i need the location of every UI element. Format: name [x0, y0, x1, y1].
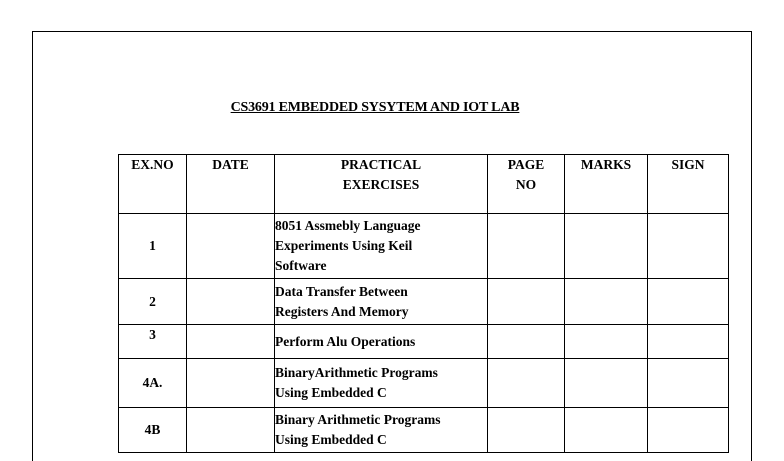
cell-exno: 3: [119, 325, 187, 359]
cell-date: [187, 279, 275, 325]
table-header-row: [119, 155, 729, 214]
header-page-no: [488, 155, 565, 214]
practical-line: Using Embedded C: [275, 432, 387, 447]
header-sign: SIGN: [648, 155, 729, 214]
table-row: [119, 408, 729, 453]
practical-line: Registers And Memory: [275, 303, 409, 319]
header-date: DATE: [187, 155, 275, 214]
cell-date: [187, 325, 275, 359]
cell-practical: [275, 359, 488, 408]
table-row: [119, 325, 729, 359]
cell-marks: [565, 279, 648, 325]
cell-page-no: [488, 214, 565, 279]
cell-exno: 4A.: [119, 359, 187, 408]
cell-exno: 4B: [119, 408, 187, 453]
table-row: [119, 279, 729, 325]
cell-sign: [648, 214, 729, 279]
header-practical-line1: PRACTICAL: [340, 157, 422, 172]
header-marks: MARKS: [565, 155, 648, 214]
cell-exno: 1: [119, 214, 187, 279]
document-page: [32, 31, 752, 461]
cell-sign: [648, 408, 729, 453]
cell-marks: [565, 214, 648, 279]
cell-page-no: [488, 359, 565, 408]
cell-practical: [275, 325, 488, 359]
practical-line: BinaryArithmetic Programs: [275, 365, 438, 380]
cell-date: [187, 408, 275, 453]
header-page-line2: NO: [515, 177, 537, 192]
practical-line: Using Embedded C: [275, 385, 387, 400]
cell-date: [187, 359, 275, 408]
cell-sign: [648, 359, 729, 408]
header-exno: EX.NO: [119, 155, 187, 214]
cell-marks: [565, 408, 648, 453]
cell-practical: [275, 408, 488, 453]
table-row: [119, 214, 729, 279]
table-row: [119, 359, 729, 408]
practical-line: Binary Arithmetic Programs: [275, 412, 441, 427]
practical-line: Data Transfer Between: [275, 283, 408, 299]
practical-line: Software: [275, 258, 327, 273]
cell-sign: [648, 325, 729, 359]
document-title: CS3691 EMBEDDED SYSYTEM AND IOT LAB: [230, 100, 520, 115]
cell-page-no: [488, 408, 565, 453]
cell-sign: [648, 279, 729, 325]
cell-page-no: [488, 279, 565, 325]
lab-index-table: [118, 154, 729, 453]
cell-practical: [275, 214, 488, 279]
practical-line: Perform Alu Operations: [275, 333, 416, 349]
cell-page-no: [488, 325, 565, 359]
cell-marks: [565, 325, 648, 359]
cell-marks: [565, 359, 648, 408]
practical-line: Experiments Using Keil: [275, 238, 413, 253]
practical-line: 8051 Assmebly Language: [275, 218, 421, 233]
header-practical-exercises: [275, 155, 488, 214]
cell-practical: [275, 279, 488, 325]
cell-exno: 2: [119, 279, 187, 325]
header-page-line1: PAGE: [507, 157, 545, 172]
cell-date: [187, 214, 275, 279]
header-practical-line2: EXERCISES: [342, 177, 420, 192]
